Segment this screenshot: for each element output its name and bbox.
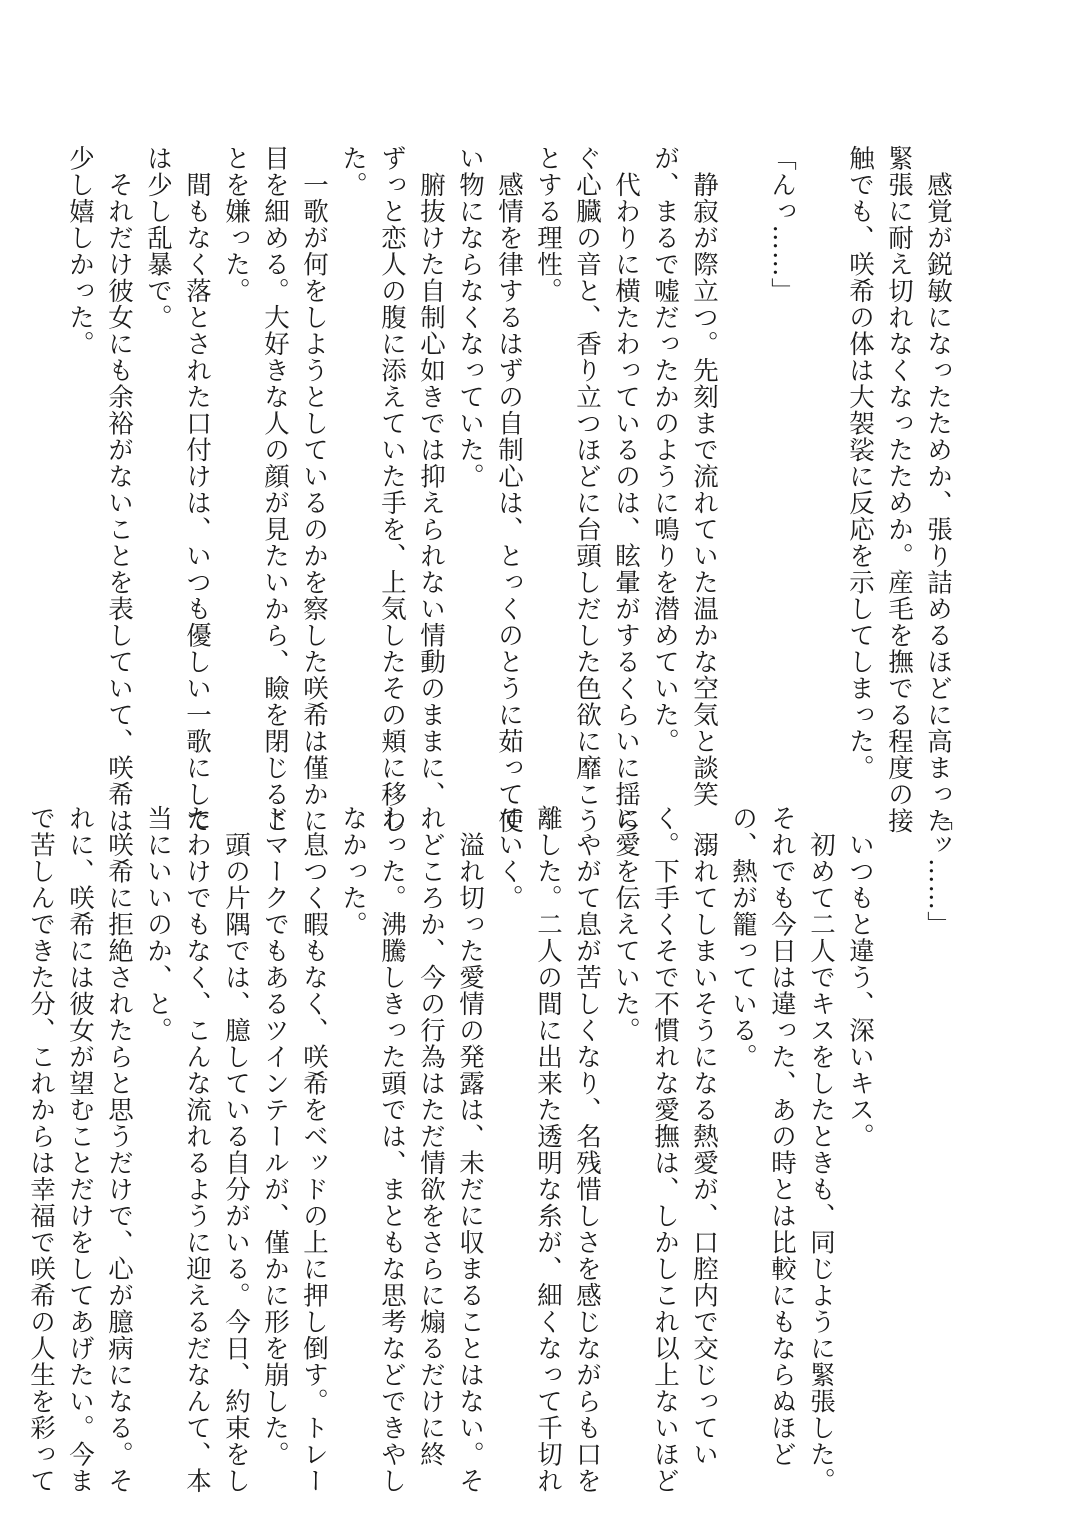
lower-text-block: 「ッ……」 いつもと違う、深いキス。 初めて二人でキスをしたときも、同じように緊張した。 それでも今日は違った、あの時とは比較にもならぬほど の、熱が籠っている。 溺れてしまいそうになる熱愛が、口腔内で交じってい く。下手くそで不慣れな愛撫は、しかしこれ以上ないほど に愛を伝えていた。 やがて息が苦しくなり、名残惜しさを感じながらも口を 離した。二人の間に出来た透明な糸が、細くなって千切れ ていく。 溢れ切った愛情の発露は、未だに収まることはない。そ れどころか、今の行為はただ情欲をさらに煽るだけに終 わった。沸騰しきった頭では、まともな思考などできやし なかった。 息つく暇もなく、咲希をベッドの上に押し倒す。トレー ドマークでもあるツインテールが、僅かに形を崩した。 頭の片隅では、臆している自分がいる。今日、約束をし たわけでもなく、こんな流れるように迎えるだなんて、本 当にいいのか、と。 咲希に拒絶されたらと思うだけで、心が臆病になる。そ れに、咲希には彼女が望むことだけをしてあげたい。今ま で苦しんできた分、これからは幸福で咲希の人生を彩って: [26, 805, 953, 1494]
upper-text-block: 感覚が鋭敏になったためか、張り詰めるほどに高まった 緊張に耐え切れなくなったためか。産毛を撫でる程度の接 触でも、咲希の体は大袈裟に反応を示してしまった。 「んっ……」 静寂が際立つ。先刻まで流れていた温かな空気と談笑 が、まるで嘘だったかのように鳴りを潜めていた。 代わりに横たわっているのは、眩暈がするくらいに揺ら ぐ心臓の音と、香り立つほどに台頭しだした色欲に靡こう とする理性。 感情を律するはずの自制心は、とっくのとうに茹って使 い物にならなくなっていた。 腑抜けた自制心如きでは抑えられない情動のままに、 ずっと恋人の腹に添えていた手を、上気したその頬に移し た。 一歌が何をしようとしているのかを察した咲希は僅かに 目を細める。大好きな人の顔が見たいから、瞼を閉じるこ とを嫌った。 間もなく落とされた口付けは、いつも優しい一歌にして は少し乱暴で。 それだけ彼女にも余裕がないことを表していて、咲希は 少し嬉しかった。: [65, 145, 953, 834]
